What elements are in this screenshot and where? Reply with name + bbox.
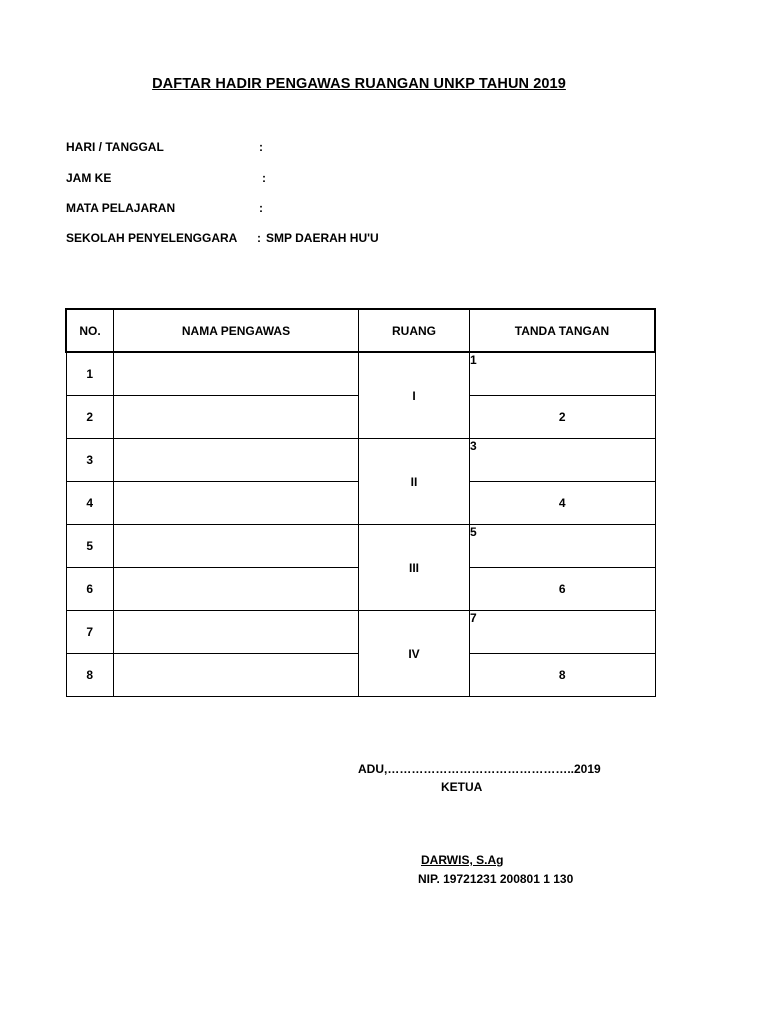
name-cell [114,482,359,525]
signature-cell: 7 [470,611,656,654]
info-label-session: JAM KE [66,171,112,185]
row-number: 5 [66,525,114,568]
table-row [66,352,655,396]
header-name: NAMA PENGAWAS [114,309,359,352]
signature-cell: 3 [470,439,656,482]
info-colon-session: : [262,171,266,185]
signature-cell: 6 [470,568,656,611]
header-no: NO. [66,309,114,352]
row-number: 1 [66,352,114,396]
info-label-school: SEKOLAH PENYELENGGARA [66,231,238,245]
name-cell [114,654,359,697]
name-cell [114,611,359,654]
name-cell [114,525,359,568]
room-cell: IV [359,611,470,697]
row-number: 6 [66,568,114,611]
name-cell [114,396,359,439]
room-cell: I [359,352,470,439]
name-cell [114,568,359,611]
signer-nip: NIP. 19721231 200801 1 130 [418,872,574,886]
signature-cell: 2 [470,396,656,439]
info-value-school: SMP DAERAH HU'U [266,231,379,245]
table-row [66,439,655,482]
info-label-subject: MATA PELAJARAN [66,201,176,215]
table-row [66,611,655,654]
room-cell: II [359,439,470,525]
place-date: ADU,………………………………………..2019 [358,762,601,776]
name-cell [114,352,359,396]
header-room: RUANG [359,309,470,352]
signature-cell: 8 [470,654,656,697]
signer-role: KETUA [441,780,483,794]
room-cell: III [359,525,470,611]
row-number: 8 [66,654,114,697]
row-number: 2 [66,396,114,439]
header-signature: TANDA TANGAN [470,309,656,352]
row-number: 3 [66,439,114,482]
info-label-date: HARI / TANGGAL [66,140,164,154]
row-number: 7 [66,611,114,654]
signer-name: DARWIS, S.Ag [421,853,504,867]
signature-cell: 5 [470,525,656,568]
signature-cell: 4 [470,482,656,525]
page-title: DAFTAR HADIR PENGAWAS RUANGAN UNKP TAHUN 2019 [152,76,566,92]
signature-cell: 1 [470,352,656,396]
info-colon-subject: : [259,201,263,215]
name-cell [114,439,359,482]
table-row [66,525,655,568]
row-number: 4 [66,482,114,525]
info-colon-school: : [257,231,261,245]
table-header-row [66,309,655,352]
attendance-table [65,308,656,697]
info-colon-date: : [259,140,263,154]
